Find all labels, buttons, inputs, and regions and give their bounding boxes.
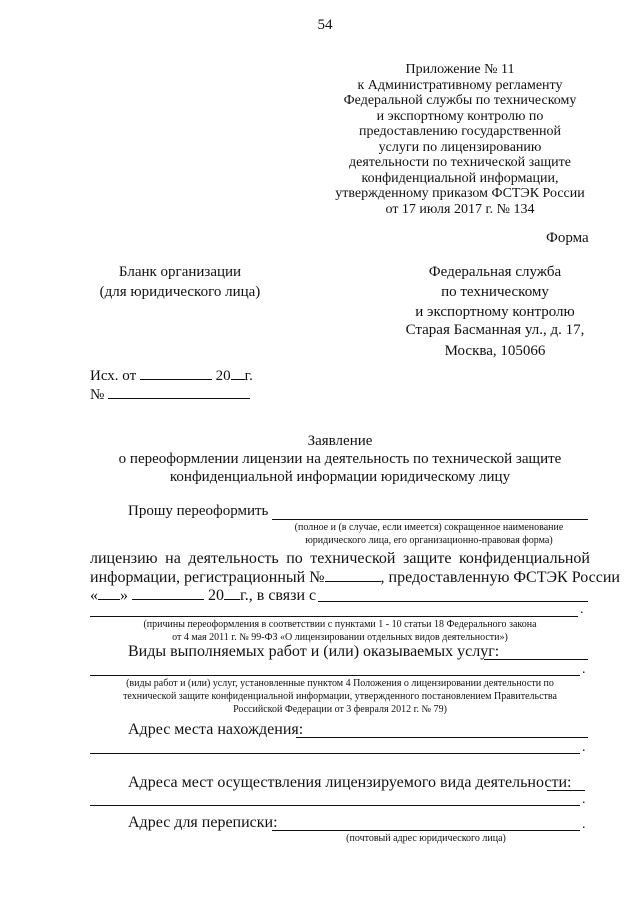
outgoing-year-field[interactable]	[231, 366, 245, 380]
reasons-note-line: (причины переоформления в соответствии с пунктами 1 - 10 статьи 18 Федерального закона	[143, 619, 537, 630]
request-note	[270, 521, 588, 547]
mail-field[interactable]	[272, 830, 580, 831]
location-field-end[interactable]	[296, 737, 588, 738]
outgoing-year-label: 20	[215, 368, 231, 384]
license-reason-field-end[interactable]	[318, 601, 588, 602]
address-line: Москва, 105066	[444, 343, 546, 359]
activity-field-end[interactable]	[547, 790, 585, 791]
works-period: .	[582, 662, 586, 677]
appendix-line: к Административному регламенту	[357, 77, 563, 93]
works-field-end[interactable]	[484, 659, 588, 660]
license-line-1: лицензию на деятельность по технической защите конфиденциальной	[90, 550, 590, 567]
license-year-field[interactable]	[224, 586, 240, 600]
license-reason-label: г., в связи с	[240, 587, 317, 604]
address-line: Старая Басманная ул., д. 17,	[405, 322, 585, 338]
license-provided-label: , предоставленную ФСТЭК России	[380, 569, 620, 586]
works-label: Виды выполняемых работ и (или) оказываемых услуг:	[128, 643, 500, 660]
appendix-line: деятельности по технической защите	[348, 155, 572, 170]
location-label: Адрес места нахождения:	[128, 721, 304, 738]
license-year-label: 20	[208, 587, 224, 604]
outgoing-number-field[interactable]	[108, 385, 250, 399]
mail-label: Адрес для переписки:	[128, 814, 278, 831]
request-note-line: (полное и (в случае, если имеется) сокращенное наименование	[294, 522, 564, 533]
works-note	[90, 677, 590, 716]
works-field[interactable]	[90, 675, 580, 676]
works-note-line: Российской Федерации от 3 февраля 2012 г. № 79)	[233, 704, 447, 715]
reasons-note	[90, 618, 590, 644]
activity-field[interactable]	[90, 805, 580, 806]
appendix-line: Федеральной службы по техническому	[343, 93, 577, 108]
org-blank-line: Бланк организации	[118, 264, 242, 280]
works-note-line: (виды работ и (или) услуг, установленные пунктом 4 Положения о лицензировании деятельности по	[126, 678, 554, 689]
appendix-line: Приложение № 11	[405, 62, 515, 77]
works-note-line: технической защите конфиденциальной информации, утвержденного постановлением Правительства	[123, 691, 557, 702]
license-day-close: »	[120, 587, 128, 604]
page-number: 54	[317, 17, 333, 33]
title-line: конфиденциальной информации юридическому лицу	[169, 469, 511, 485]
request-note-line: юридического лица, его организационно-правовая форма)	[305, 535, 553, 546]
outgoing-number-label: №	[90, 387, 105, 403]
location-period: .	[582, 740, 586, 755]
recipient-line: по техническому	[441, 284, 549, 300]
reasons-note-line: от 4 мая 2011 г. № 99-ФЗ «О лицензировании отдельных видов деятельности»)	[172, 632, 508, 643]
title-heading: Заявление	[307, 433, 373, 449]
appendix-line: предоставлению государственной	[358, 124, 562, 139]
reason-period: .	[580, 602, 584, 617]
activity-label: Адреса мест осуществления лицензируемого вида деятельности:	[128, 774, 572, 791]
appendix-line: утвержденному приказом ФСТЭК России	[335, 186, 585, 201]
mail-note: (почтовый адрес юридического лица)	[346, 833, 506, 844]
outgoing-ref-label: Исх. от	[90, 368, 137, 384]
recipient-address	[380, 320, 610, 362]
license-reg-label: информации, регистрационный №	[90, 569, 325, 586]
document-title	[40, 432, 640, 486]
outgoing-ref	[90, 366, 253, 385]
recipient-line: Федеральная служба	[428, 264, 562, 280]
license-reg-number-field[interactable]	[325, 568, 381, 582]
title-line: о переоформлении лицензии на деятельность по технической защите	[118, 451, 562, 467]
license-line-3	[90, 586, 316, 605]
form-label: Форма	[546, 230, 589, 246]
outgoing-date-field[interactable]	[140, 366, 212, 380]
outgoing-number	[90, 385, 250, 404]
appendix-block	[330, 62, 590, 217]
license-month-field[interactable]	[132, 586, 204, 600]
outgoing-year-suffix: г.	[244, 368, 253, 384]
license-line-2	[90, 568, 620, 587]
appendix-line: от 17 июля 2017 г. № 134	[385, 201, 535, 217]
request-label: Прошу переоформить	[128, 503, 269, 519]
appendix-line: услуги по лицензированию	[378, 139, 542, 155]
license-day-field[interactable]	[98, 586, 120, 600]
recipient-block	[380, 262, 610, 322]
org-blank-line: (для юридического лица)	[99, 284, 261, 300]
request-name-field[interactable]	[272, 519, 588, 520]
appendix-line: конфиденциальной информации,	[361, 170, 559, 186]
activity-period: .	[582, 792, 586, 807]
appendix-line: и экспортному контролю по	[376, 108, 544, 124]
org-blank	[75, 262, 285, 302]
recipient-line: и экспортному контролю	[415, 304, 575, 320]
mail-period: .	[582, 817, 586, 832]
license-reason-field[interactable]	[90, 616, 578, 617]
location-field[interactable]	[90, 753, 580, 754]
license-day-open: «	[90, 587, 98, 604]
